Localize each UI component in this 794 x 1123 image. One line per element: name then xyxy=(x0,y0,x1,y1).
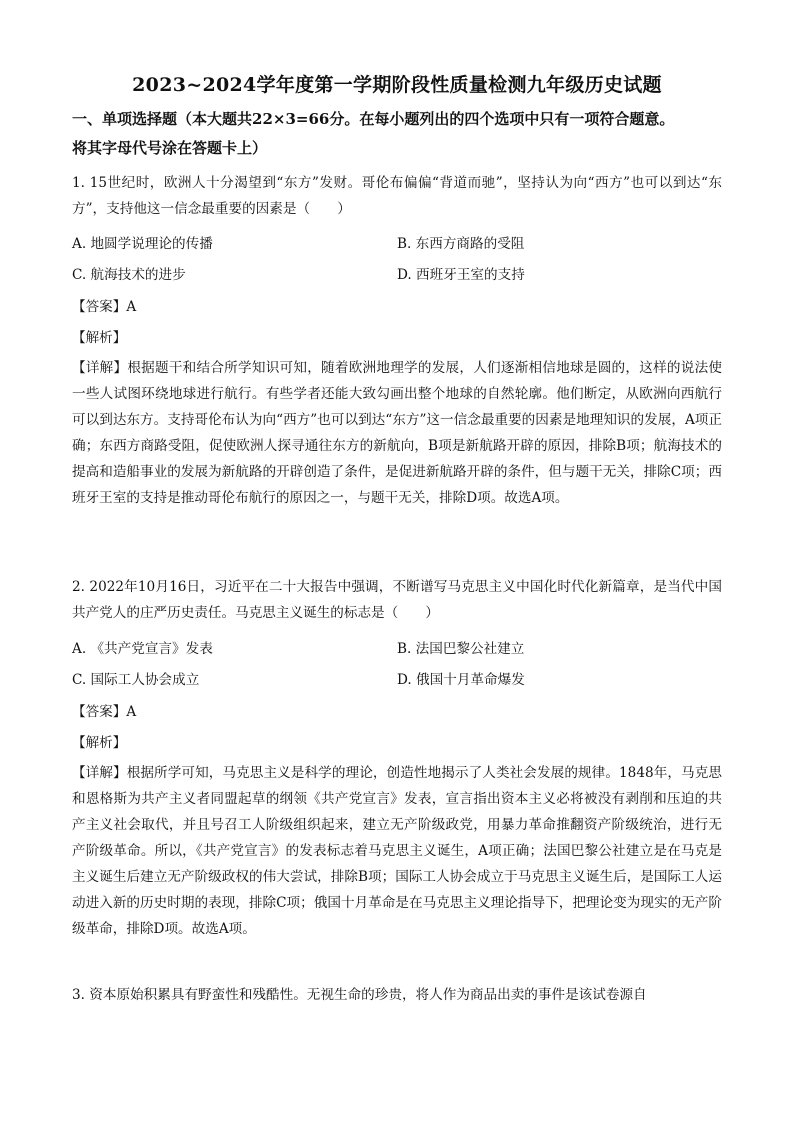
question-1-detail: 【详解】根据题干和结合所学知识可知，随着欧洲地理学的发展，人们逐渐相信地球是圆的，这样的说法使一些人试图环绕地球进行航行。有些学者还能大致勾画出整个地球的自然轮廓。他们断定，从欧洲向西航行可以到达东方。支持哥伦布认为向“西方”也可以到达“东方”这一信念最重要的因素是地理知识的发展，A项正确；东西方商路受阻，促使欧洲人探寻通往东方的新航向，B项是新航路开辟的原因，排除B项；航海技术的提高和造船事业的发展为新航路的开辟创造了条件，是促进新航路开辟的条件，但与题干无关，排除C项；西班牙王室的支持是推动哥伦布航行的原因之一，与题干无关，排除D项。故选A项。 xyxy=(72,360,722,506)
question-1-option-d: D. 西班牙王室的支持 xyxy=(397,267,525,283)
page-title: 2023~2024学年度第一学期阶段性质量检测九年级历史试题 xyxy=(132,74,662,96)
question-2-stem: 2. 2022年10月16日，习近平在二十大报告中强调，不断谱写马克思主义中国化时代化新篇章，是当代中国共产党人的庄严历史责任。马克思主义诞生的标志是（ ） xyxy=(72,579,722,621)
question-1-option-c: C. 航海技术的进步 xyxy=(72,267,186,283)
question-1-analysis-label: 【解析】 xyxy=(72,330,127,346)
section-heading-line-2: 将其字母代号涂在答题卡上） xyxy=(72,139,268,157)
section-heading-line-1: 一、单项选择题（本大题共22×3=66分。在每小题列出的四个选项中只有一项符合题意。 xyxy=(72,110,675,128)
question-2-answer: 【答案】A xyxy=(72,704,137,720)
question-1-option-a: A. 地圆学说理论的传播 xyxy=(72,236,213,252)
question-3-stem: 3. 资本原始积累具有野蛮性和残酷性。无视生命的珍贵，将人作为商品出卖的事件是该试卷源自 xyxy=(72,987,647,1003)
question-2-option-c: C. 国际工人协会成立 xyxy=(72,672,200,688)
question-2-option-a: A. 《共产党宣言》发表 xyxy=(72,641,213,657)
question-1-stem: 1. 15世纪时，欧洲人十分渴望到“东方”发财。哥伦布偏偏“背道而驰”，坚持认为向“西方”也可以到达“东方”，支持他这一信念最重要的因素是（ ） xyxy=(72,175,722,217)
question-2-option-b: B. 法国巴黎公社建立 xyxy=(397,641,525,657)
question-1-answer: 【答案】A xyxy=(72,299,137,315)
question-2-detail: 【详解】根据所学可知，马克思主义是科学的理论，创造性地揭示了人类社会发展的规律。1848年，马克思和恩格斯为共产主义者同盟起草的纲领《共产党宣言》发表，宣言指出资本主义必将被没有剥削和压迫的共产主义社会取代，并且号召工人阶级组织起来，建立无产阶级政党，用暴力革命推翻资产阶级统治，进行无产阶级革命。所以，《共产党宣言》的发表标志着马克思主义诞生，A项正确；法国巴黎公社建立是在马克是主义诞生后建立无产阶级政权的伟大尝试，排除B项；国际工人协会成立于马克思主义诞生后，是国际工人运动进入新的历史时期的表现，排除C项；俄国十月革命是在马克思主义理论指导下，把理论变为现实的无产阶级革命，排除D项。故选A项。 xyxy=(72,765,722,937)
question-2-option-d: D. 俄国十月革命爆发 xyxy=(397,672,525,688)
question-1-option-b: B. 东西方商路的受阻 xyxy=(397,236,525,252)
question-2-analysis-label: 【解析】 xyxy=(72,735,127,751)
